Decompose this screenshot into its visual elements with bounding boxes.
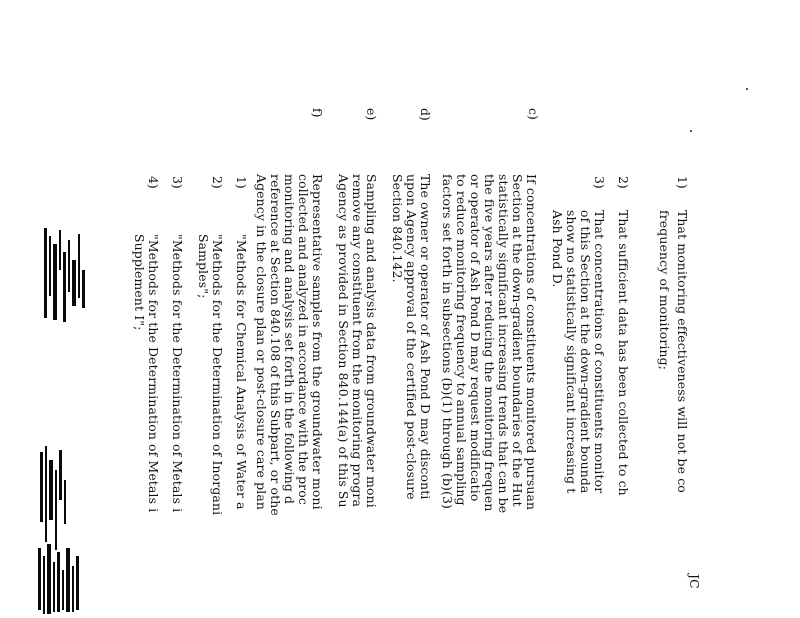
section-line: factors set forth in subsections (b)(1) through (b)(3) (440, 174, 455, 510)
item-line: show no statistically significant increasing t (564, 210, 579, 494)
item-marker: 3) (592, 176, 607, 189)
item-line: Ash Pond D. (550, 210, 565, 288)
item-line: of this Section at the down-gradient bounda (578, 210, 593, 494)
item-marker: 1) (675, 176, 690, 189)
page-header: JC (687, 574, 702, 589)
method-marker: 4) (146, 176, 161, 189)
section-line: reference at Section 840.108 of this Subpart, or othe (268, 174, 283, 516)
item-marker: 2) (616, 176, 631, 189)
item-line: frequency of monitoring; (657, 210, 672, 371)
section-marker: e) (364, 108, 379, 121)
section-line: to reduce monitoring frequency to annual sampling (454, 174, 469, 506)
section-line: the five years after reducing the monitoring frequen (482, 174, 497, 512)
item-line: That monitoring effectiveness will not be co (675, 210, 690, 493)
margin-mark (690, 130, 692, 132)
method-marker: 3) (170, 176, 185, 189)
section-line: Section at the down-gradient boundaries of the Hut (510, 174, 525, 507)
section-line: upon Agency approval of the certified post-closure (404, 174, 419, 500)
section-marker: d) (418, 108, 433, 121)
section-line: statistically significant increasing trends that can be (496, 174, 511, 514)
section-marker: f) (310, 108, 325, 118)
section-line: remove any constituent from the monitoring progra (350, 174, 365, 508)
section-line: Section 840.142. (390, 174, 405, 283)
section-line: monitoring and analysis set forth in the following d (282, 174, 297, 505)
section-line: Sampling and analysis data from groundwater moni (364, 174, 379, 508)
method-line: "Methods for the Determination of Metals i (146, 234, 161, 513)
section-line: collected and analyzed in accordance with the proc (296, 174, 311, 505)
section-line: The owner or operator of Ash Pond D may disconti (418, 174, 433, 500)
method-line: Samples"; (196, 234, 211, 299)
method-line: Supplement I"; (132, 234, 147, 331)
item-line: That concentrations of constituents monitor (592, 210, 607, 494)
scanned-mark-block (30, 0, 90, 618)
method-marker: 2) (210, 176, 225, 189)
section-line: Representative samples from the groundwater moni (310, 174, 325, 510)
method-line: "Methods for the Determination of Inorgani (210, 234, 225, 516)
method-line: "Methods for the Determination of Metals i (170, 234, 185, 513)
method-marker: 1) (234, 176, 249, 189)
method-line: "Methods for Chemical Analysis of Water a (234, 234, 249, 510)
section-line: Agency in the closure plan or post-closure care plan (254, 174, 269, 510)
margin-mark (746, 88, 748, 90)
section-line: If concentrations of constituents monitored pursuan (524, 174, 539, 511)
item-line: That sufficient data has been collected to ch (616, 210, 631, 496)
section-line: Agency as provided in Section 840.144(a) of this Su (336, 174, 351, 508)
section-line: or operator of Ash Pond D may request modificatio (468, 174, 483, 502)
section-marker: c) (526, 108, 541, 120)
